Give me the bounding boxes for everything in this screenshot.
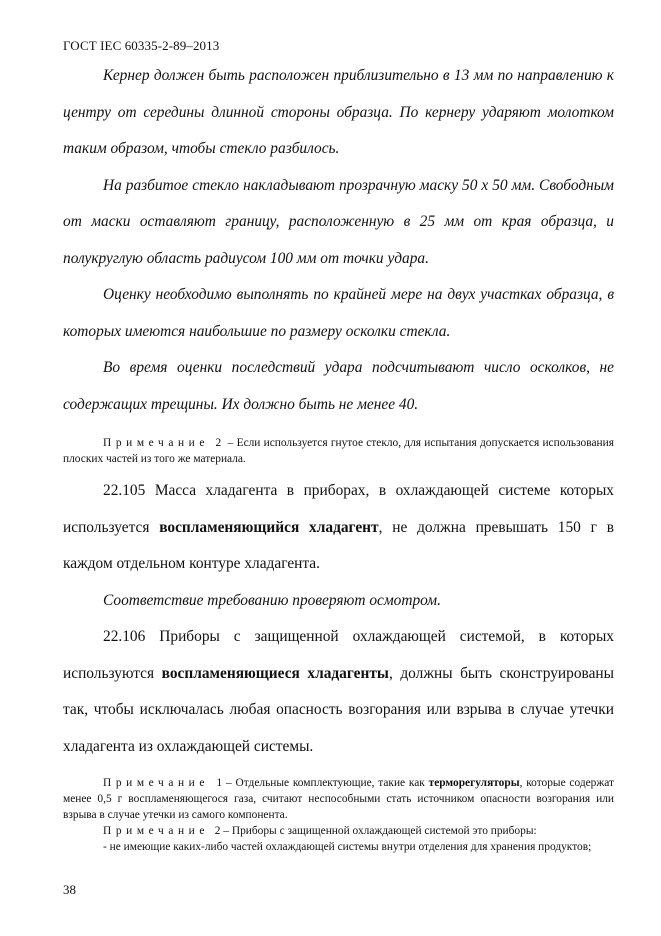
paragraph-mask: На разбитое стекло накладывают прозрачную маску 50 x 50 мм. Свободным от маски оставляют границу, расположенную в 25 мм от края образца, и полукруглую область радиусом 100 мм от точки удара. [63,176,614,267]
clause-text-after: , не должна превышать 150 г в каждом отдельном контуре хладагента. [63,518,614,572]
note-number: 2 [214,825,221,837]
clause-number: 22.105 [103,482,146,499]
compliance-check: Соответствие требованию проверяют осмотром. [103,591,441,609]
note-text: Если используется гнутое стекло, для испытания допускается использования плоских частей из того же материала. [63,437,614,465]
clause-text-after: , должны быть сконструированы так, чтобы исключалась любая опасность возгорания или взрыва в случае утечки хладагента из охлаждающей системы. [63,664,614,755]
note-dash: – [227,437,234,449]
paragraph-center-punch: Кернер должен быть расположен приблизительно в 13 мм по направлению к центру от середины длинной стороны образца. По кернеру ударяют молотком таким образом, чтобы стекло разбилось. [63,67,614,157]
paragraph-evaluation-areas: Оценку необходимо выполнять по крайней мере на двух участках образца, в которых имеются наибольшие по размеру осколки стекла. [63,286,614,340]
note-dash: – [226,777,232,789]
page-number: 38 [63,882,76,897]
defined-term: воспламеняющиеся хладагенты [161,664,389,682]
page-content [63,58,614,855]
clause-22-105 [63,473,614,583]
paragraph-fragment-count: Во время оценки последствий удара подсчитывают число осколков, не содержащих трещины. Их должно быть не менее 40. [63,359,614,413]
clause-text-before: Масса хладагента в приборах, в охлаждающей системе которых используется [63,482,614,536]
note-curved-glass [63,435,614,467]
note-text-before: Отдельные комплектующие, такие как [235,777,425,789]
note-protected-system [63,823,614,839]
note-dash: – [223,825,229,837]
note-text-after: , которые содержат менее 0,5 г воспламеняющегося газа, считают неспособными стать источником опасности возгорания или взрыва в случае утечки из самого компонента. [63,777,614,821]
note-label: Примечание [103,777,210,789]
note-label: Примечание [103,437,210,449]
note-number: 1 [216,777,223,789]
note-list-item: - не имеющие каких-либо частей охлаждающей системы внутри отделения для хранения продуктов; [103,841,592,853]
clause-22-106 [63,619,614,765]
clause-number: 22.106 [103,628,146,645]
defined-term: воспламеняющийся хладагент [159,518,379,536]
note-text: Приборы с защищенной охлаждающей системой это приборы: [231,825,537,837]
note-number: 2 [215,437,222,449]
note-components [63,775,614,823]
defined-term: терморегуляторы [428,777,520,789]
document-header: ГОСТ IEC 60335-2-89–2013 [63,38,220,53]
note-label: Примечание [103,825,210,837]
clause-text-before: Приборы с защищенной охлаждающей системой, в которых используются [63,628,614,682]
